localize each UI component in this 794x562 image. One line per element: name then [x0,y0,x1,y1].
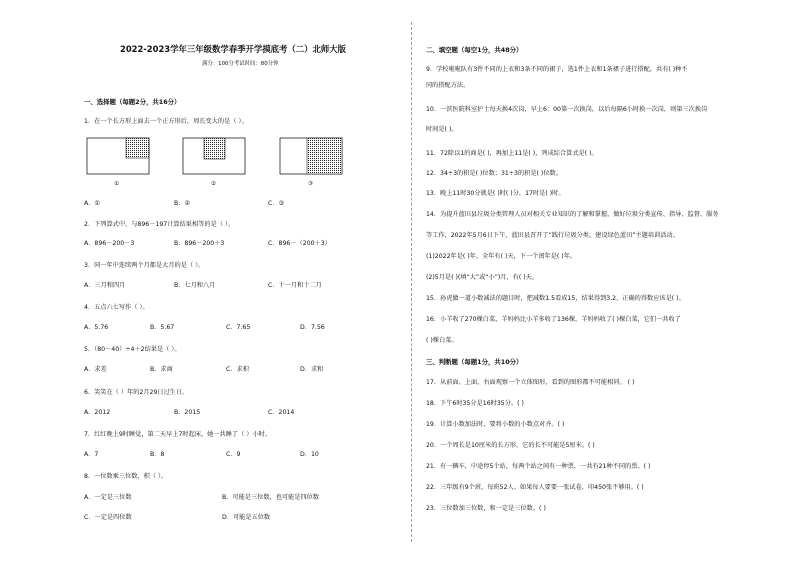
q8-option-c[interactable]: C．一定是四位数 [84,514,132,521]
question-19: 19．计算小数加法时，要将小数的小数点对齐。( ) [426,421,565,428]
section-judge-heading: 三、判断题（每题1分，共10分） [426,358,523,366]
page-title: 2022-2023学年三年级数学春季开学摸底考（二）北师大版 [120,44,346,54]
q8-option-d[interactable]: D．可能是五位数 [222,514,271,521]
q2-option-b[interactable]: B．896－200＋3 [174,240,225,247]
question-10-line-2: 时间是( )。 [426,126,458,133]
q7-option-d[interactable]: D．10 [300,451,319,458]
q5-option-c[interactable]: C．求积 [226,366,249,373]
q3-option-b[interactable]: B．七月和八月 [174,282,216,289]
q7-option-c[interactable]: C．9 [226,451,241,458]
question-2: 2．下列算式中，与896－197计算结果相等的是（ ）。 [84,221,235,228]
q8-option-a[interactable]: A．一定是三位数 [84,494,132,501]
question-14-part-2: (2)5月是( )(填“大”或“小”)月，有( )天。 [426,274,539,281]
question-5: 5．（80－40）÷4＋2结果是（ ）。 [84,346,181,353]
question-1: 1．在一个长方形上面去一个正方形后，周长变大的是（ ）。 [84,118,248,125]
question-4: 4．五点六七写作（ ）。 [84,304,149,311]
question-15: 15．孙虎做一道小数减法的题目时，把减数1.5看成15，结果得到3.2，正确的得数应该是( )。 [426,295,685,302]
q7-option-a[interactable]: A．7 [84,451,99,458]
question-14-line-1: 14．为提升蓝田县垃圾分类管理人员对相关专业知识的了解和掌握，做好垃圾分类宣传、指导、监督、服务 [426,211,719,218]
figure-2 [183,138,245,187]
q7-option-b[interactable]: B．8 [150,451,165,458]
q4-option-c[interactable]: C．7.65 [226,324,251,331]
q1-option-b[interactable]: B．② [174,200,190,207]
q4-option-b[interactable]: B．5.67 [150,324,175,331]
question-23: 23．三位数加三位数，和一定是三位数。( ) [426,505,546,512]
q4-option-a[interactable]: A．5.76 [84,324,109,331]
q6-option-c[interactable]: C．2014 [268,409,295,416]
q4-option-d[interactable]: D．7.56 [300,324,325,331]
question-21: 21．有一辆车，中途停5个站，每两个站之间有一种票，一共有21种不同的票。( ) [426,463,651,470]
q5-option-b[interactable]: B．求商 [150,366,173,373]
figure-1-label: ① [114,181,119,187]
q6-option-b[interactable]: B．2015 [174,409,201,416]
question-14-line-2: 等工作，2022年5月6日下午，蓝田县召开了“践行垃圾分类，建设绿色蓝田”主题培训活动。 [426,232,679,239]
q3-option-c[interactable]: C．十一月和十二月 [268,282,322,289]
q6-option-a[interactable]: A．2012 [84,409,111,416]
question-16-line-1: 16．小羊收了270棵白菜，羊妈妈比小羊多收了136棵，羊妈妈收了( )棵白菜，它们一共收了 [426,316,681,323]
question-20: 20．一个周长是10厘米的长方形，它的长不可能是5厘米。( ) [426,442,595,449]
question-9-line-2: 同的搭配方法。 [426,82,470,89]
question-7: 7．红红晚上9时睡觉，第二天早上7时起床，她一共睡了（ ）小时。 [84,431,272,438]
q2-option-a[interactable]: A．896－200－3 [84,240,135,247]
question-16-line-2: ( )棵白菜。 [426,337,458,344]
question-12: 12．34÷3的积是( )位数；31÷3的积是( )位数。 [426,170,562,177]
question-3: 3．同一年中连续两个月都是大月的是（ ）。 [84,262,205,269]
question-9-line-1: 9．学校啦啦队有3件不同的上衣和3条不同的裙子，选1件上衣和1条裙子进行搭配，共有( )种不 [426,66,688,73]
question-11: 11．72除以1的商是( )，再加上11是( )，列成综合算式是( )。 [426,150,598,157]
figure-1 [87,138,149,187]
q1-option-c[interactable]: C．③ [268,200,285,207]
figure-3-label: ③ [308,181,313,187]
q5-option-a[interactable]: A．求差 [84,366,107,373]
question-22: 22．三年级有9个班，每班52人。如果每人要要一张试卷，印450张不够用。( ) [426,484,644,491]
figure-3 [280,138,342,187]
question-6: 6．笑笑在（ ）年的2月29日过生日。 [84,389,189,396]
section-choice-heading: 一、选择题（每题2分，共16分） [84,98,181,106]
question-8: 8．一位数乘三位数，积（ ）。 [84,473,168,480]
section-fill-heading: 二、填空题（每空1分，共48分） [426,46,523,54]
question-13: 13．晚上11时30分就是( )时( )分，17时是( )时。 [426,190,565,197]
question-10-line-1: 10．一滨医院科室护士每天换4次岗，早上6：00第一次换岗，以后每隔6小时换一次岗，则第三次换岗 [426,106,708,113]
q5-option-d[interactable]: D．求和 [300,366,324,373]
figure-2-label: ② [211,181,216,187]
q1-option-a[interactable]: A．① [84,200,100,207]
exam-meta: 满分：100分考试时间：80分钟 [202,61,279,67]
q2-option-c[interactable]: C．896－（200＋3） [268,240,331,247]
question-17: 17．从前面、上面、右面观察一个立体图形，看到的图形都不可能相同。 ( ) [426,379,635,386]
question-14-part-1: (1)2022年是( )年，全年有( )天，下一个闰年是( )年。 [426,253,577,260]
question-18: 18．下午6时35分是16时35分。( ) [426,400,524,407]
q8-option-b[interactable]: B．可能是三位数，也可能是四位数 [222,494,320,501]
question-1-figures [84,134,404,192]
column-divider [411,22,412,542]
q3-option-a[interactable]: A．三月和四月 [84,282,126,289]
